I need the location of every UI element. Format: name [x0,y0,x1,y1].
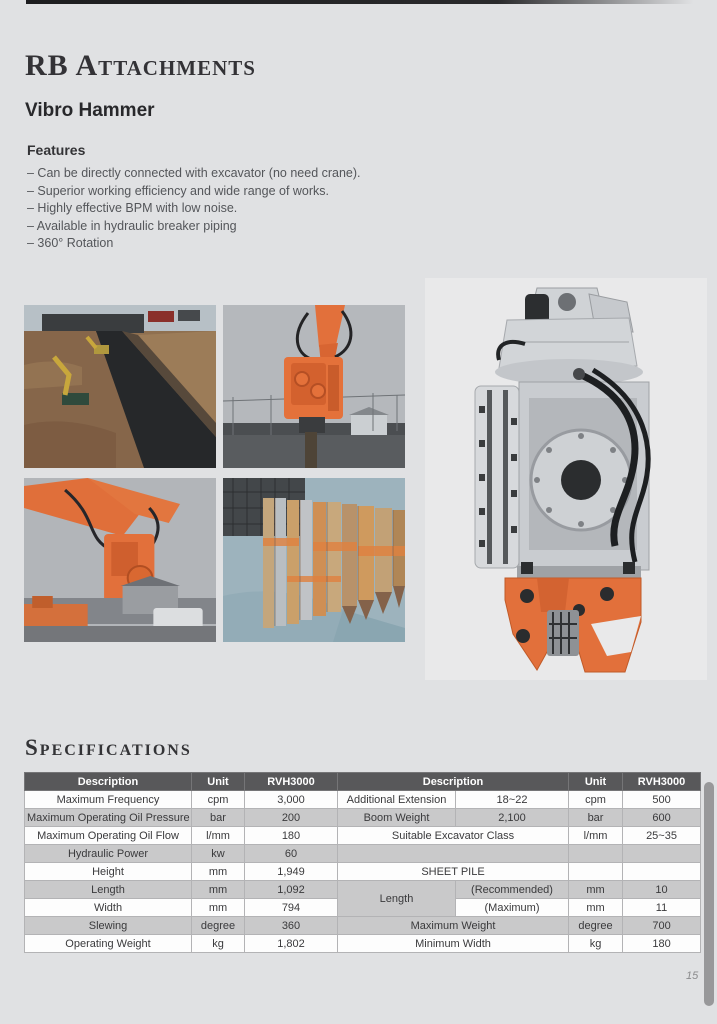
spec-unit-cell [569,845,623,863]
spec-value-cell: 794 [245,899,338,917]
feature-item: – Available in hydraulic breaker piping [27,218,237,233]
features-section [27,142,447,253]
photo-vibro-hammer-sky-image [223,305,405,468]
header-description-right: Description [338,773,569,791]
spec-desc-cell: Width [25,899,192,917]
spec-value-cell: 180 [245,827,338,845]
table-row [25,791,701,809]
page-title: RB Attachments [25,49,256,82]
table-row [25,809,701,827]
table-row [25,881,701,899]
spec-value-cell: 60 [245,845,338,863]
spec-value-cell: 11 [623,899,701,917]
spec-value-cell: 1,949 [245,863,338,881]
spec-desc-cell: Boom Weight [338,809,456,827]
spec-unit-cell: cpm [192,791,245,809]
spec-unit-cell: degree [192,917,245,935]
product-image [425,278,707,680]
table-row [25,917,701,935]
spec-desc2-cell: 2,100 [456,809,569,827]
spec-value-cell: 1,802 [245,935,338,953]
spec-desc-cell: Suitable Excavator Class [338,827,569,845]
spec-desc2-cell: (Maximum) [456,899,569,917]
spec-desc-cell: Maximum Operating Oil Pressure [25,809,192,827]
spec-desc-cell: Hydraulic Power [25,845,192,863]
header-model-left: RVH3000 [245,773,338,791]
spec-desc-cell: Maximum Weight [338,917,569,935]
worksite-photo-grid [24,305,405,642]
spec-unit-cell: mm [192,863,245,881]
header-unit-right: Unit [569,773,623,791]
scrollbar-thumb[interactable] [704,782,714,1006]
spec-unit-cell: bar [192,809,245,827]
spec-unit-cell: cpm [569,791,623,809]
spec-unit-cell [569,863,623,881]
spec-unit-cell: kg [569,935,623,953]
header-description-left: Description [25,773,192,791]
spec-value-cell: 180 [623,935,701,953]
feature-item: – Superior working efficiency and wide range of works. [27,183,330,198]
feature-item: – Can be directly connected with excavator (no need crane). [27,166,361,180]
features-heading: Features [27,142,86,158]
spec-value-cell: 25~35 [623,827,701,845]
spec-value-cell: 3,000 [245,791,338,809]
spec-value-cell: 700 [623,917,701,935]
spec-value-cell: 10 [623,881,701,899]
photo-sheet-piles-image [223,478,405,642]
feature-item: – 360° Rotation [27,236,114,251]
spec-desc-cell [338,845,569,863]
spec-value-cell [623,863,701,881]
feature-item: – Highly effective BPM with low noise. [27,201,238,216]
spec-desc2-cell: 18~22 [456,791,569,809]
header-model-right: RVH3000 [623,773,701,791]
spec-desc-cell: SHEET PILE [338,863,569,881]
spec-unit-cell: mm [569,899,623,917]
product-subtitle: Vibro Hammer [25,100,155,121]
spec-unit-cell: bar [569,809,623,827]
spec-desc-cell: Slewing [25,917,192,935]
photo-excavator-boom-image [24,478,216,642]
table-header-row [25,773,701,791]
table-row [25,845,701,863]
spec-value-cell [623,845,701,863]
spec-unit-cell: kg [192,935,245,953]
spec-unit-cell: l/mm [192,827,245,845]
spec-unit-cell: degree [569,917,623,935]
spec-value-cell: 360 [245,917,338,935]
spec-unit-cell: mm [192,881,245,899]
spec-unit-cell: mm [569,881,623,899]
spec-desc-cell: Additional Extension [338,791,456,809]
spec-desc-cell: Operating Weight [25,935,192,953]
header-unit-left: Unit [192,773,245,791]
table-row [25,863,701,881]
spec-desc-cell: Length [338,881,456,917]
table-row [25,827,701,845]
spec-desc-cell: Maximum Frequency [25,791,192,809]
photo-trench-wall-image [24,305,216,468]
page-number: 15 [686,970,699,982]
spec-desc2-cell: (Recommended) [456,881,569,899]
spec-desc-cell: Height [25,863,192,881]
spec-desc-cell: Maximum Operating Oil Flow [25,827,192,845]
spec-desc-cell: Minimum Width [338,935,569,953]
specifications-table [24,772,701,953]
spec-value-cell: 1,092 [245,881,338,899]
spec-unit-cell: mm [192,899,245,917]
spec-unit-cell: kw [192,845,245,863]
spec-unit-cell: l/mm [569,827,623,845]
specifications-heading: Specifications [25,735,192,760]
top-edge-bar [26,0,700,4]
spec-value-cell: 200 [245,809,338,827]
table-row [25,935,701,953]
spec-value-cell: 500 [623,791,701,809]
spec-desc-cell: Length [25,881,192,899]
spec-value-cell: 600 [623,809,701,827]
